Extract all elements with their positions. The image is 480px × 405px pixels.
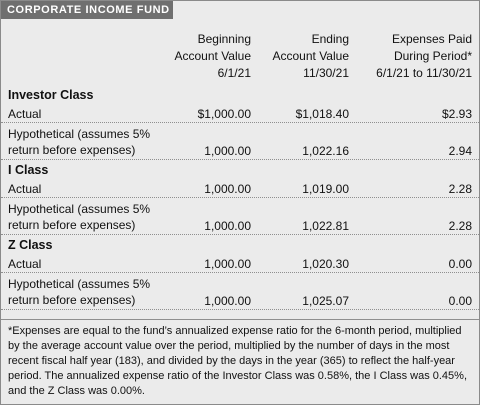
group-heading-z-class: Z Class xyxy=(8,238,53,252)
table-row: Hypothetical (assumes 5% return before expenses) 1,000.00 1,025.07 0.00 xyxy=(1,273,479,310)
beginning-value-header: Beginning Account Value 6/1/21 xyxy=(174,32,251,80)
table-body xyxy=(1,85,479,310)
table-row: Hypothetical (assumes 5% return before expenses) 1,000.00 1,022.16 2.94 xyxy=(1,123,479,160)
column-headers xyxy=(1,31,479,83)
expense-footnote: *Expenses are equal to the fund’s annualized expense ratio for the 6-month period, multiplied by the average account value over the period, multiplied by the number of days in the most recent fiscal half year (183), and divided by the days in the year (365) to reflect the half-year period. The annualized expense ratio of the Investor Class was 0.58%, the I Class was 0.45%, and the Z Class was 0.00%. xyxy=(1,319,479,399)
table-row: Actual $1,000.00 $1,018.40 $2.93 xyxy=(1,103,479,123)
ending-value-header: Ending Account Value 11/30/21 xyxy=(272,32,349,80)
group-heading-i-class: I Class xyxy=(8,163,49,177)
table-row: Hypothetical (assumes 5% return before expenses) 1,000.00 1,022.81 2.28 xyxy=(1,198,479,235)
table-row: Actual 1,000.00 1,019.00 2.28 xyxy=(1,178,479,198)
expenses-paid-header: Expenses Paid During Period* 6/1/21 to 11/30/21 xyxy=(376,32,472,80)
group-heading-investor-class: Investor Class xyxy=(8,88,94,102)
table-row: Actual 1,000.00 1,020.30 0.00 xyxy=(1,253,479,273)
fund-title: CORPORATE INCOME FUND xyxy=(1,1,173,19)
